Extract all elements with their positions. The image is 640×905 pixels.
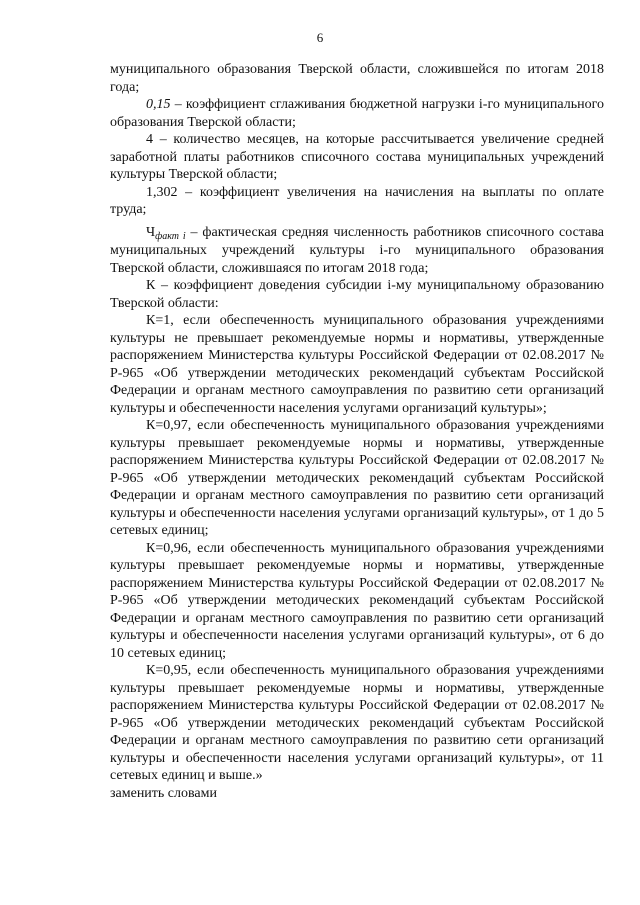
paragraph-text: – коэффициент сглаживания бюджетной нагрузки i-го муниципального образования Тверской области; (110, 97, 604, 130)
headcount-subscript: факт i (155, 230, 186, 242)
paragraph-k-095 (110, 662, 604, 785)
paragraph-months (110, 131, 604, 184)
paragraph-k-097 (110, 417, 604, 540)
paragraph-text: К=0,97, если обеспеченность муниципального образования учреждениями культуры превышает рекомендуемые нормы и нормативы, утвержденные распоряжением Министерства культуры Российской Федерации от 02.08.2017 № Р-965 «Об утверждении методических рекомендаций субъектам Российской Федерации и органам местного самоуправления по развитию сети организаций культуры и обеспеченности населения услугами организаций культуры», от 1 до 5 сетевых единиц; (110, 418, 604, 538)
paragraph-actual-headcount (110, 224, 604, 278)
document-body (110, 61, 604, 802)
paragraph-replace-with (110, 785, 604, 803)
paragraph-k-096 (110, 540, 604, 663)
paragraph-smoothing-coefficient (110, 96, 604, 131)
paragraph-text: 1,302 – коэффициент увеличения на начисления на выплаты по оплате труда; (110, 184, 604, 217)
paragraph-k-1 (110, 312, 604, 417)
paragraph-text: К=1, если обеспеченность муниципального образования учреждениями культуры не превышает рекомендуемые нормы и нормативы, утвержденные распоряжением Министерства культуры Российской Федерации от 02.08.2017 № Р-965 «Об утверждении методических рекомендаций субъектам Российской Федерации и органам местного самоуправления по развитию сети организаций культуры и обеспеченности населения услугами организаций культуры»; (110, 313, 604, 416)
paragraph-text: муниципального образования Тверской области, сложившейся по итогам 2018 года; (110, 62, 604, 95)
paragraph-text: 4 – количество месяцев, на которые рассчитывается увеличение средней заработной платы работников списочного состава муниципальных учреждений культуры Тверской области; (110, 132, 604, 182)
paragraph-accrual-coefficient (110, 184, 604, 219)
paragraph-continuation (110, 61, 604, 96)
paragraph-text: – фактическая средняя численность работников списочного состава муниципальных учреждений культуры i-го муниципального образования Тверской области, сложившаяся по итогам 2018 года; (110, 224, 604, 276)
paragraph-text: К=0,95, если обеспеченность муниципального образования учреждениями культуры превышает рекомендуемые нормы и нормативы, утвержденные распоряжением Министерства культуры Российской Федерации от 02.08.2017 № Р-965 «Об утверждении методических рекомендаций субъектам Российской Федерации и органам местного самоуправления по развитию сети организаций культуры и обеспеченности населения услугами организаций культуры», от 11 сетевых единиц и выше.» (110, 663, 604, 783)
paragraph-text: К – коэффициент доведения субсидии i-му муниципальному образованию Тверской области: (110, 278, 604, 311)
page-number: 6 (316, 30, 324, 45)
smoothing-value: 0,15 (146, 97, 171, 112)
headcount-symbol: Ч (146, 224, 156, 240)
paragraph-text: К=0,96, если обеспеченность муниципального образования учреждениями культуры превышает рекомендуемые нормы и нормативы, утвержденные распоряжением Министерства культуры Российской Федерации от 02.08.2017 № Р-965 «Об утверждении методических рекомендаций субъектам Российской Федерации и органам местного самоуправления по развитию сети организаций культуры и обеспеченности населения услугами организаций культуры», от 6 до 10 сетевых единиц; (110, 540, 604, 661)
paragraph-k-definition (110, 277, 604, 312)
paragraph-text: заменить словами (110, 785, 217, 801)
